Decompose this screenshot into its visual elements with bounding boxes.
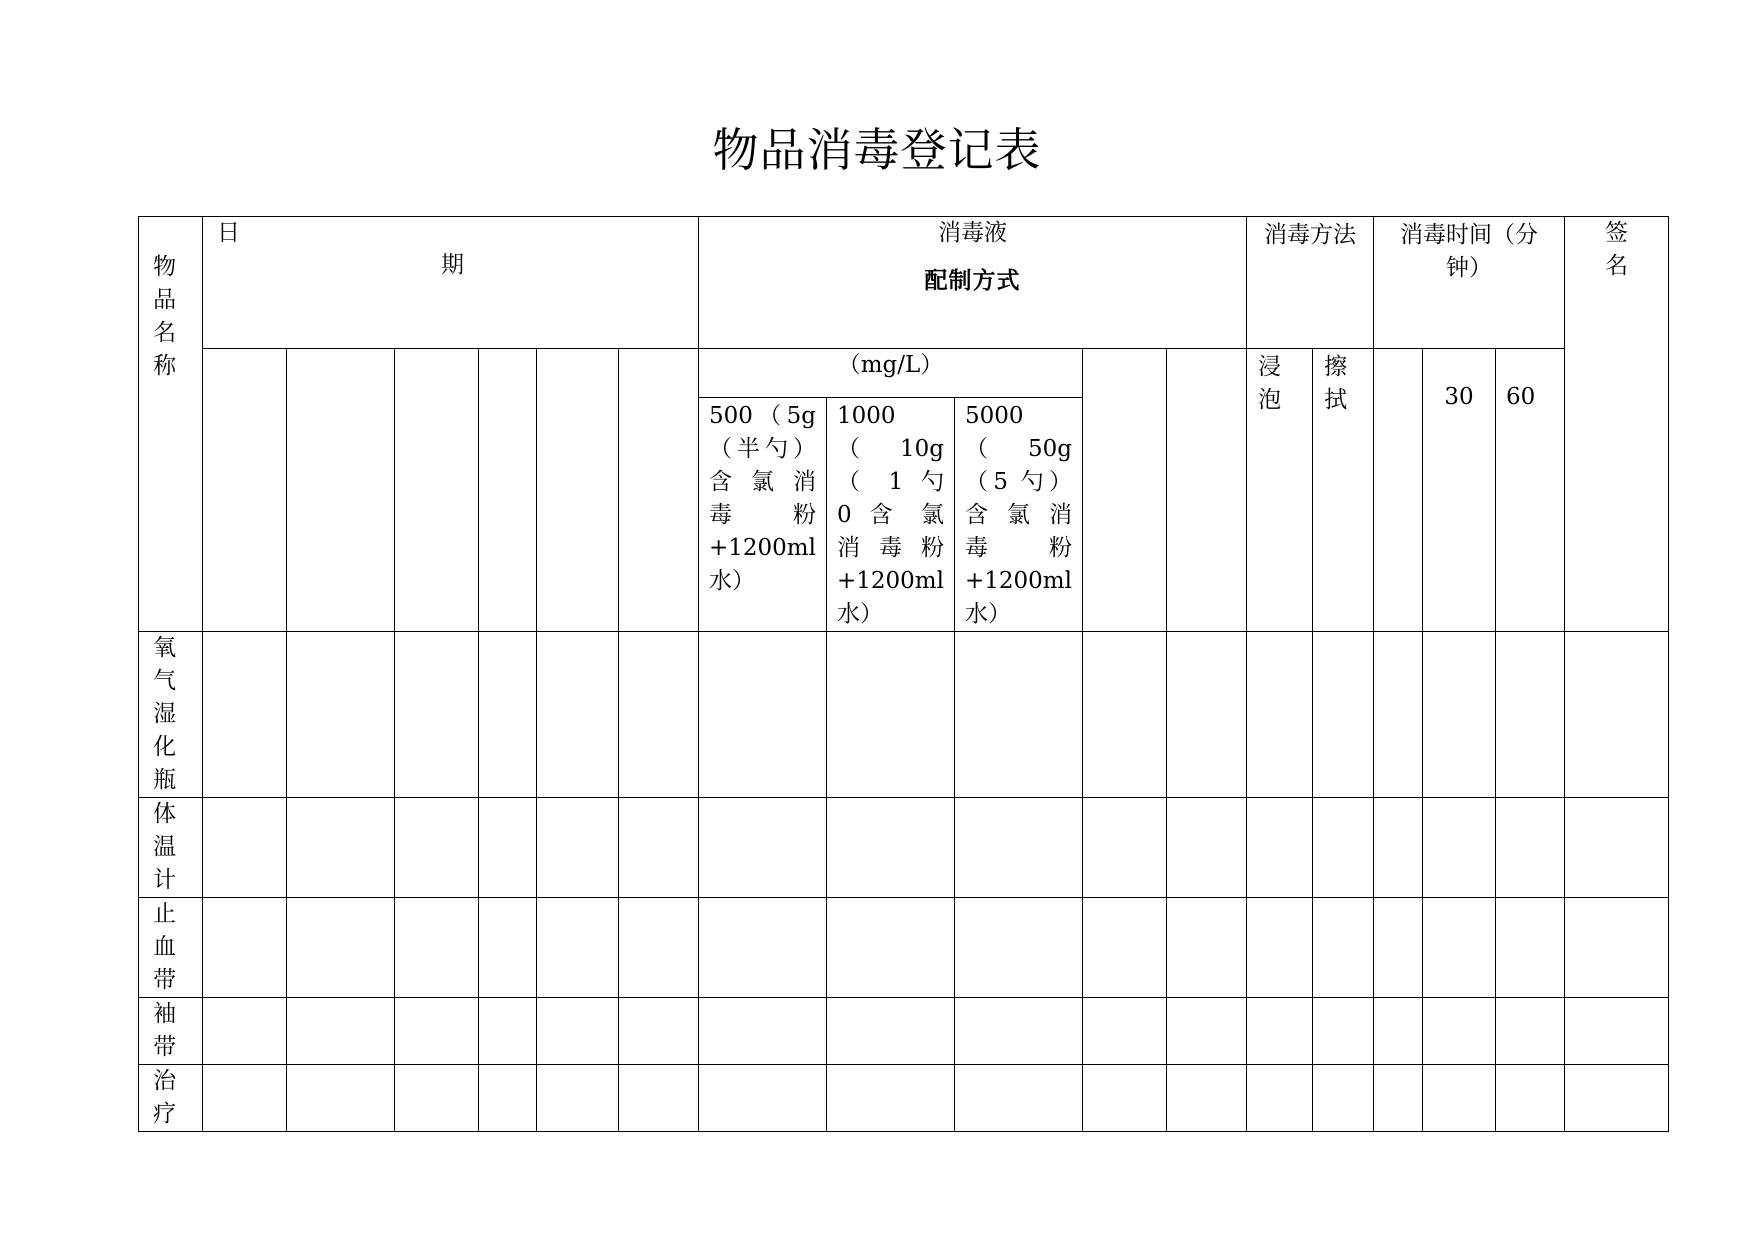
unit-label: （mg/L） <box>699 349 1083 398</box>
table-row <box>139 998 1669 1065</box>
solution-cell <box>1166 349 1246 632</box>
concentration-500: 500（5g （半勺） 含 氯 消 毒 粉 +1200ml 水） <box>699 398 827 632</box>
date-cell <box>395 349 479 632</box>
time-cell <box>1373 349 1422 632</box>
method-wipe: 擦拭 <box>1312 349 1373 632</box>
date-cell <box>619 349 699 632</box>
header-item-name: 物品名称 <box>139 217 203 632</box>
solution-cell <box>1082 349 1166 632</box>
header-method: 消毒方法 <box>1246 217 1373 349</box>
time-60: 60 <box>1495 349 1564 632</box>
table-row <box>139 798 1669 898</box>
date-cell <box>479 349 537 632</box>
page-title: 物品消毒登记表 <box>712 123 1042 177</box>
table-row <box>139 1065 1669 1132</box>
method-soak: 浸泡 <box>1246 349 1312 632</box>
time-30: 30 <box>1422 349 1495 632</box>
item-name-cell: 治疗 <box>139 1065 203 1132</box>
header-solution: 消毒液 配制方式 <box>699 217 1247 349</box>
table-row <box>139 898 1669 998</box>
concentration-1000: 1000 （ 10g （ 1 勺 0 含 氯 消 毒 粉 +1200ml 水） <box>826 398 954 632</box>
date-cell <box>537 349 619 632</box>
header-sign: 签名 <box>1564 217 1668 632</box>
item-name-cell: 氧气湿化瓶 <box>139 632 203 798</box>
date-cell <box>203 349 287 632</box>
date-cell <box>287 349 395 632</box>
item-name-cell: 体温计 <box>139 798 203 898</box>
header-date: 日 期 <box>203 217 699 349</box>
header-time: 消毒时间（分钟） <box>1373 217 1564 349</box>
disinfection-register-table <box>138 216 1669 1132</box>
item-name-cell: 袖带 <box>139 998 203 1065</box>
item-name-cell: 止血带 <box>139 898 203 998</box>
concentration-5000: 5000 （ 50g （5 勺） 含 氯 消 毒 粉 +1200ml 水） <box>954 398 1082 632</box>
table-row <box>139 632 1669 798</box>
